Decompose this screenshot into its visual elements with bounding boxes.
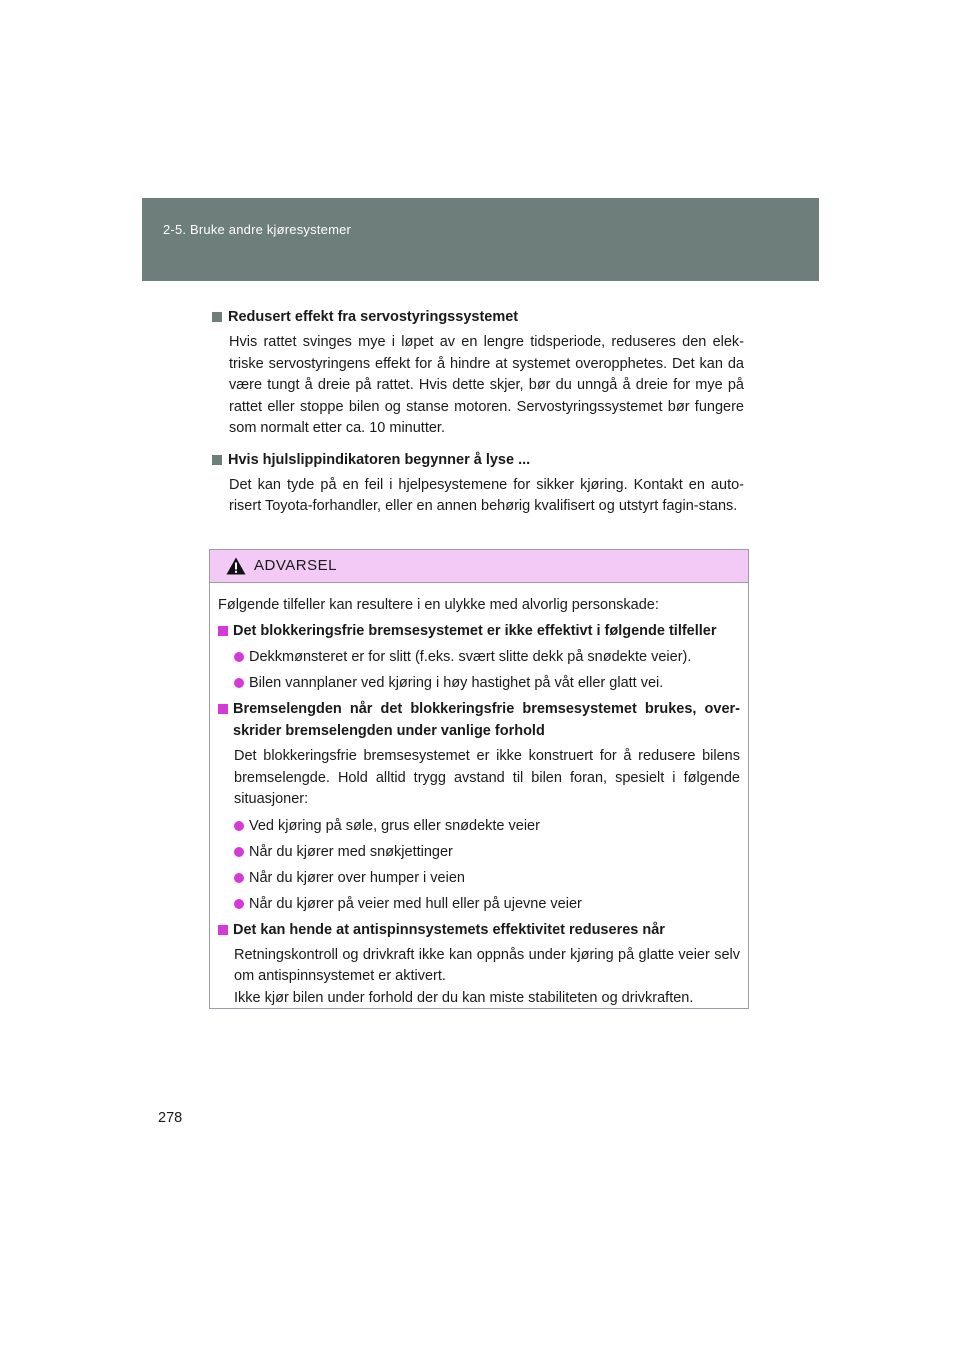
circle-bullet-icon — [234, 652, 244, 662]
square-bullet-icon — [212, 312, 222, 322]
list-item — [218, 867, 740, 889]
warning-item-heading-text: Det blokkeringsfrie bremsesystemet er ikke effektivt i følgende tilfeller — [233, 623, 717, 639]
circle-bullet-icon — [234, 847, 244, 857]
section-heading-text: Hvis hjulslippindikatoren begynner å lyse ... — [228, 451, 531, 468]
warning-title: ADVARSEL — [254, 557, 337, 574]
square-bullet-icon — [218, 704, 228, 714]
warning-item-heading — [218, 698, 740, 742]
section-header-band — [142, 198, 819, 281]
warning-item-heading — [218, 919, 740, 941]
warning-triangle-icon — [226, 557, 246, 575]
list-item — [218, 815, 740, 837]
list-item — [218, 893, 740, 915]
list-item-text: Ved kjøring på søle, grus eller snødekte veier — [249, 817, 540, 834]
section-title: 2-5. Bruke andre kjøresystemer — [163, 222, 352, 237]
section-heading-text: Redusert effekt fra servostyringssystemet — [228, 309, 519, 325]
list-item-text: Dekkmønsteret er for slitt (f.eks. svært slitte dekk på snødekte veier). — [249, 649, 692, 665]
list-item — [218, 646, 740, 668]
section-heading — [212, 306, 744, 328]
warning-item-heading — [218, 620, 740, 642]
square-bullet-icon — [218, 925, 228, 935]
section-heading — [212, 449, 744, 471]
warning-item-text: Ikke kjør bilen under forhold der du kan miste stabiliteten og drivkraften. — [234, 989, 694, 1006]
warning-intro: Følgende tilfeller kan resultere i en ulykke med alvorlig personskade: — [218, 597, 659, 613]
circle-bullet-icon — [234, 899, 244, 909]
warning-item-heading-text: Det kan hende at antispinnsystemets effektivitet reduseres når — [233, 921, 665, 938]
list-item-text: Bilen vannplaner ved kjøring i høy hastighet på våt eller glatt vei. — [249, 675, 664, 691]
section-body: Hvis rattet svinges mye i løpet av en lengre tidsperiode, reduseres den elek-triske servostyringens effekt for å hindre at systemet overopphetes. Det kan da være tungt å dreie på rattet. Hvis dette skjer, bør du unngå å dreie for mye på rattet eller stoppe bilen og stanse motoren. Servostyringssystemet bør fungere som normalt etter ca. 10 minutter. — [229, 334, 744, 436]
circle-bullet-icon — [234, 873, 244, 883]
warning-item-text: Det blokkeringsfrie bremsesystemet er ikke konstruert for å redusere bilens bremselengde. Hold alltid trygg avstand til bilen foran, spesielt i følgende situasjoner: — [234, 748, 740, 807]
list-item-text: Når du kjører over humper i veien — [249, 869, 465, 886]
square-bullet-icon — [212, 455, 222, 465]
circle-bullet-icon — [234, 821, 244, 831]
list-item-text: Når du kjører på veier med hull eller på ujevne veier — [249, 895, 582, 912]
warning-item-heading-text: Bremselengden når det blokkeringsfrie bremsesystemet brukes, over-skrider bremselengden under vanlige forhold — [233, 701, 740, 739]
page-number: 278 — [158, 1110, 183, 1126]
list-item — [218, 841, 740, 863]
circle-bullet-icon — [234, 678, 244, 688]
warning-item-text: Retningskontroll og drivkraft ikke kan oppnås under kjøring på glatte veier selv om antispinnsystemet er aktivert. — [234, 946, 740, 984]
section-body: Det kan tyde på en feil i hjelpesystemene for sikker kjøring. Kontakt en auto-risert Toyota-forhandler, eller en annen behørig kvalifisert og utstyrt fagin-stans. — [229, 476, 744, 514]
main-content — [212, 306, 744, 518]
warning-box — [209, 549, 749, 1009]
list-item-text: Når du kjører med snøkjettinger — [249, 843, 453, 860]
warning-header — [210, 550, 748, 583]
square-bullet-icon — [218, 626, 228, 636]
warning-body — [210, 583, 748, 1009]
list-item — [218, 672, 740, 694]
